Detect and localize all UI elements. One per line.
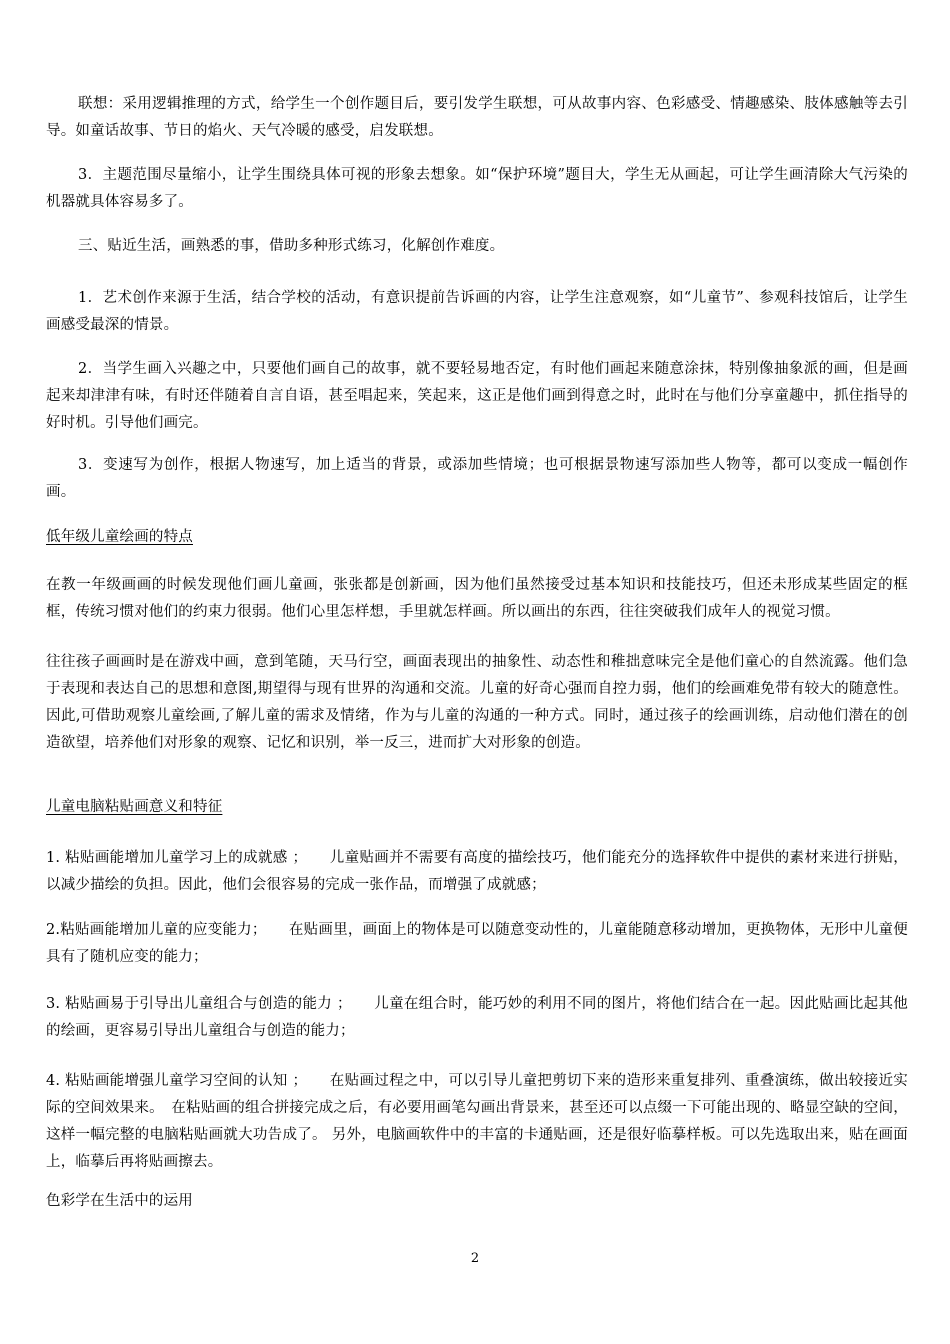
paragraph-low-grade-1: 在教一年级画画的时候发现他们画儿童画，张张都是创新画，因为他们虽然接受过基本知识和技能技巧，但还未形成某些固定的框框，传统习惯对他们的约束力很弱。他们心里怎样想，手里就怎样画。所以画出的东西，往往突破我们成年人的视觉习惯。 (46, 577, 908, 620)
paragraph-item3-sketch: 3．变速写为创作，根据人物速写，加上适当的背景，或添加些情境；也可根据景物速写添加些人物等，都可以变成一幅创作画。 (46, 457, 908, 500)
section-heading-3: 三、贴近生活，画熟悉的事，借助多种形式练习，化解创作难度。 (78, 238, 505, 254)
page-number: 2 (470, 1251, 480, 1266)
paragraph-low-grade-2: 往往孩子画画时是在游戏中画，意到笔随，天马行空，画面表现出的抽象性、动态性和稚拙意味完全是他们童心的自然流露。他们急于表现和表达自己的思想和意图,期望得与现有世界的沟通和交流。儿童的好奇心强而自控力弱，他们的绘画难免带有较大的随意性。因此,可借助观察儿童绘画,了解儿童的需求及情绪，作为与儿童的沟通的一种方式。同时，通过孩子的绘画训练，启动他们潜在的创造欲望，培养他们对形象的观察、记忆和识别，举一反三，进而扩大对形象的创造。 (46, 654, 908, 751)
paragraph-item3-theme: 3．主题范围尽量缩小，让学生围绕具体可视的形象去想象。如“保护环境”题目大，学生无从画起，可让学生画清除大气污染的机器就具体容易多了。 (46, 167, 908, 210)
paragraph-collage-1: 1. 粘贴画能增加儿童学习上的成就感 ； 儿童贴画并不需要有高度的描绘技巧，他们能充分的选择软件中提供的素材来进行拼贴，以减少描绘的负担。因此，他们会很容易的完成一张作品，而增强了成就感； (46, 850, 908, 893)
paragraph-item2-story: 2．当学生画入兴趣之中，只要他们画自己的故事，就不要轻易地否定，有时他们画起来随意涂抹，特别像抽象派的画，但是画起来却津津有味，有时还伴随着自言自语，甚至唱起来，笑起来，这正是他们画到得意之时，此时在与他们分享童趣中，抓住指导的好时机。引导他们画完。 (46, 361, 908, 431)
heading-collage: 儿童电脑粘贴画意义和特征 (46, 799, 223, 815)
paragraph-collage-4: 4. 粘贴画能增强儿童学习空间的认知 ； 在贴画过程之中，可以引导儿童把剪切下来的造形来重复排列、重叠演练，做出较接近实际的空间效果来。 在粘贴画的组合拼接完成之后，有必要用画笔勾画出背景来，甚至还可以点缀一下可能出现的、略显空缺的空间，这样一幅完整的电脑粘贴画就大功告成了。 另外，电脑画软件中的丰富的卡通贴画，还是很好临摹样板。可以先选取出来，贴在画面上，临摹后再将贴画擦去。 (46, 1073, 908, 1170)
paragraph-collage-3: 3. 粘贴画易于引导出儿童组合与创造的能力 ； 儿童在组合时，能巧妙的利用不同的图片，将他们结合在一起。因此贴画比起其他的绘画，更容易引导出儿童组合与创造的能力； (46, 996, 908, 1039)
heading-color: 色彩学在生活中的运用 (46, 1193, 193, 1209)
paragraph-collage-2: 2.粘贴画能增加儿童的应变能力； 在贴画里，画面上的物体是可以随意变动性的，儿童能随意移动增加，更换物体，无形中儿童便具有了随机应变的能力； (46, 922, 908, 965)
heading-low-grade: 低年级儿童绘画的特点 (46, 529, 193, 545)
paragraph-association: 联想：采用逻辑推理的方式，给学生一个创作题目后，要引发学生联想，可从故事内容、色彩感受、情趣感染、肢体感触等去引导。如童话故事、节日的焰火、天气冷暖的感受，启发联想。 (46, 96, 908, 139)
paragraph-item1-life: 1．艺术创作来源于生活，结合学校的活动，有意识提前告诉画的内容，让学生注意观察，如“儿童节”、参观科技馆后，让学生画感受最深的情景。 (46, 290, 908, 333)
